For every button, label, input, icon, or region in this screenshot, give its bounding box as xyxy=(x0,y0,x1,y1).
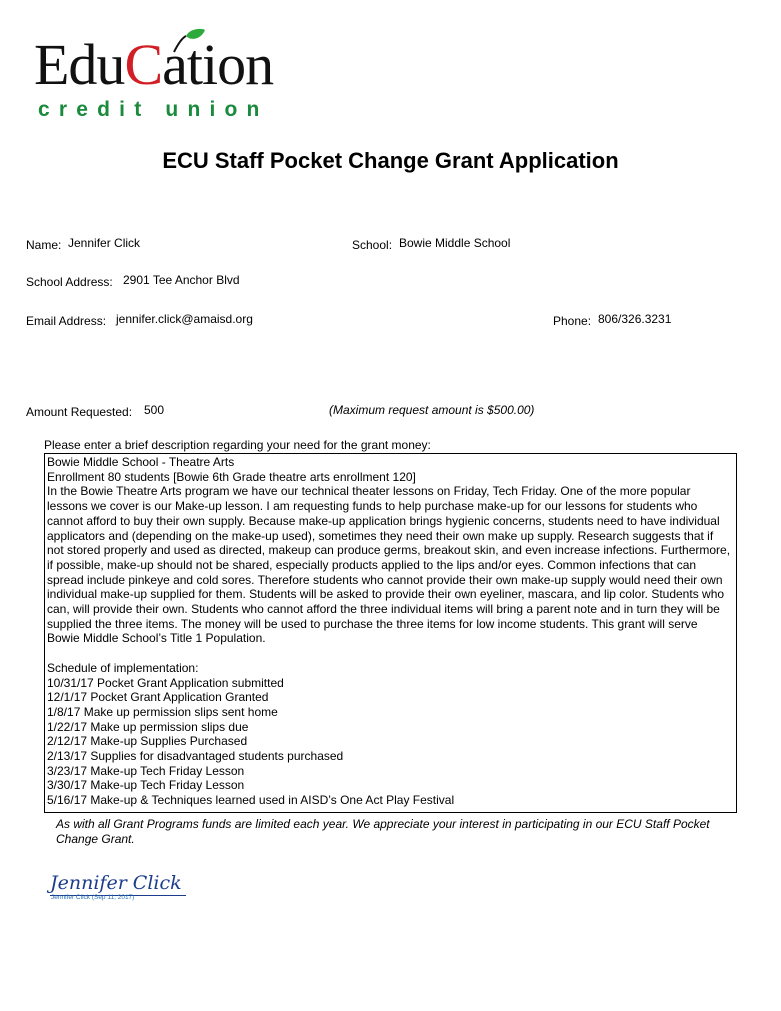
schedule-item: 2/12/17 Make-up Supplies Purchased xyxy=(47,734,248,749)
logo-wordmark: EduCation xyxy=(34,32,274,97)
email-label: Email Address: xyxy=(26,314,107,328)
name-label: Name: xyxy=(26,238,62,252)
schedule-heading: Schedule of implementation: xyxy=(47,660,199,675)
schedule-item: 12/1/17 Pocket Grant Application Granted xyxy=(47,690,269,705)
description-heading: Bowie Middle School - Theatre Arts xyxy=(47,455,235,469)
school-address-field[interactable]: 2901 Tee Anchor Blvd xyxy=(123,273,240,287)
school-address-label: School Address: xyxy=(26,275,113,289)
email-field[interactable]: jennifer.click@amaisd.org xyxy=(116,312,253,326)
page-title: ECU Staff Pocket Change Grant Application xyxy=(162,148,619,173)
description-textarea[interactable] xyxy=(44,453,737,813)
schedule-item: 2/13/17 Supplies for disadvantaged students purchased xyxy=(47,749,344,764)
school-field[interactable]: Bowie Middle School xyxy=(399,236,511,250)
funds-limited-note: As with all Grant Programs funds are limited each year. We appreciate your interest in participating in our ECU Staff Pocket Change Grant. xyxy=(56,817,710,846)
signature-timestamp: Jennifer Click (Sep 11, 2017) xyxy=(51,894,135,901)
description-body: In the Bowie Theatre Arts program we have our technical theater lessons on Friday, Tech Friday. One of the more popular lessons we cover is our Make-up lesson. I am requesting funds to help purchase make-up for our lessons for students who cannot afford to buy their own supply. Because make-up application brings hygienic concerns, students need to have individual applicators and (depending on the make-up used), sometimes they need their own make up supply. Research suggests that if not stored properly and used as directed, makeup can produce germs, breakout skin, and even increase infections. Furthermore, if possible, make-up should not be shared, especially products applied to the lips and/or eyes. Common infections that can spread include pinkeye and cold sores. Therefore students who cannot provide their own make-up supply would need their own individual make-up supplied for them. Students will be asked to provide their own eyeliner, mascara, and lip color. Students who can, will provide their own. Students who cannot afford the three individual items will bring a parent note and in turn they will be supplied the three items. The money will be used to purchase the three items for low income students. This grant will serve Bowie Middle School’s Title 1 Population. xyxy=(47,484,731,646)
phone-field[interactable]: 806/326.3231 xyxy=(598,312,672,326)
schedule-item: 5/16/17 Make-up & Techniques learned used in AISD’s One Act Play Festival xyxy=(47,793,455,808)
schedule-item: 3/30/17 Make-up Tech Friday Lesson xyxy=(47,778,245,793)
logo-apple-c: C xyxy=(124,32,163,97)
signature: Jennifer Click xyxy=(50,872,186,896)
logo-subtitle: credit union xyxy=(38,98,269,121)
max-amount-note: (Maximum request amount is $500.00) xyxy=(329,403,535,417)
schedule-item: 1/22/17 Make up permission slips due xyxy=(47,719,249,734)
schedule-item: 1/8/17 Make up permission slips sent home xyxy=(47,704,278,719)
phone-label: Phone: xyxy=(553,314,592,328)
school-label: School: xyxy=(352,238,393,252)
education-credit-union-logo xyxy=(34,28,294,123)
description-prompt: Please enter a brief description regarding your need for the grant money: xyxy=(44,438,431,452)
amount-requested-field[interactable]: 500 xyxy=(144,403,165,417)
name-field[interactable]: Jennifer Click xyxy=(68,236,141,250)
description-enrollment: Enrollment 80 students [Bowie 6th Grade theatre arts enrollment 120] xyxy=(47,469,416,484)
schedule-item: 10/31/17 Pocket Grant Application submitted xyxy=(47,675,284,690)
schedule-item: 3/23/17 Make-up Tech Friday Lesson xyxy=(47,763,245,778)
amount-requested-label: Amount Requested: xyxy=(26,405,133,419)
